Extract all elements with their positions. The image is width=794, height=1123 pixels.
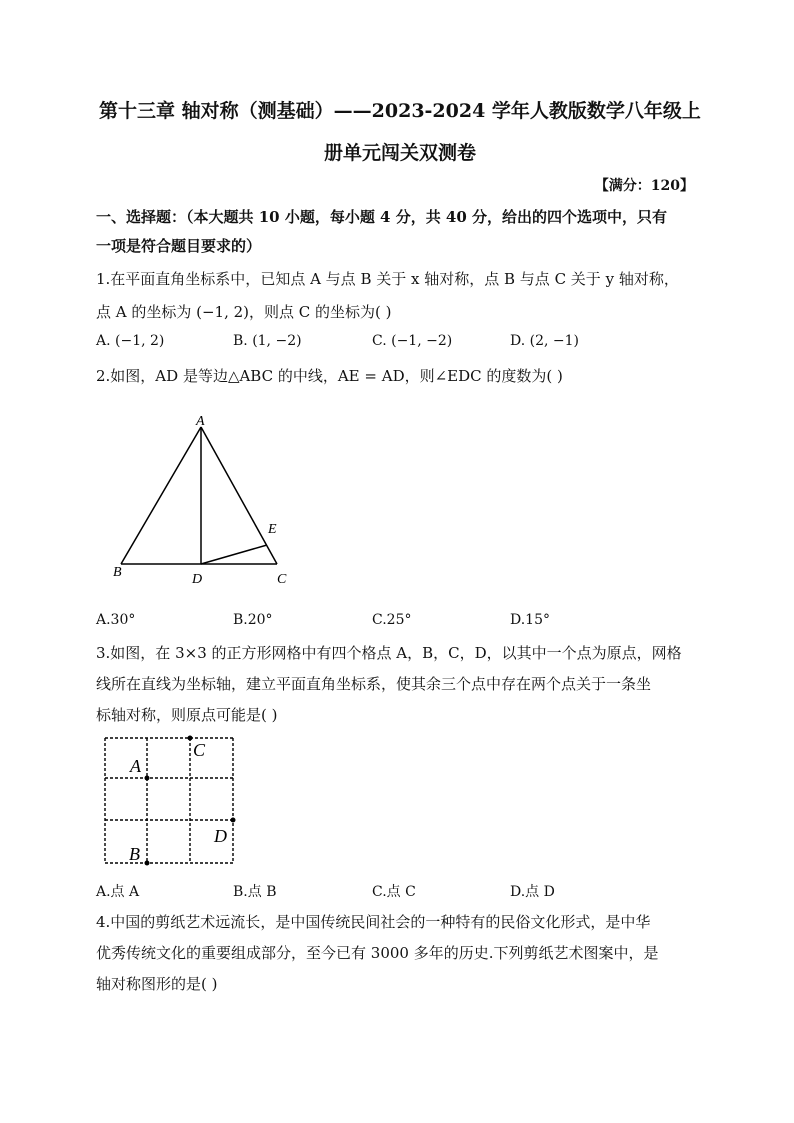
q3-stem-line-2: 线所在直线为坐标轴，建立平面直角坐标系，使其余三个点中存在两个点关于一条坐 bbox=[96, 675, 652, 693]
section-heading-line-1: 一、选择题：（本大题共 10 小题，每小题 4 分，共 40 分，给出的四个选项中，只有 bbox=[96, 208, 668, 226]
label-a: A bbox=[130, 756, 141, 776]
point-b bbox=[145, 861, 150, 866]
q1-option-a[interactable]: A. (−1, 2) bbox=[96, 333, 165, 349]
side-ab bbox=[121, 427, 201, 564]
side-ac bbox=[201, 427, 277, 564]
q3-option-a[interactable]: A.点 A bbox=[96, 884, 140, 900]
q3-grid-figure bbox=[100, 732, 240, 872]
q3-option-c[interactable]: C.点 C bbox=[372, 884, 416, 900]
q3-stem-line-1: 3.如图，在 3×3 的正方形网格中有四个格点 A，B，C，D，以其中一个点为原点，网格 bbox=[96, 644, 682, 662]
q1-option-b[interactable]: B. (1, −2) bbox=[233, 333, 302, 349]
page-title-line-1: 第十三章 轴对称（测基础）——2023-2024 学年人教版数学八年级上 bbox=[99, 100, 701, 122]
full-score: 【满分：120】 bbox=[594, 178, 694, 194]
label-e: E bbox=[268, 522, 277, 537]
label-d: D bbox=[192, 572, 203, 587]
q1-stem-line-2: 点 A 的坐标为 (−1, 2)，则点 C 的坐标为( ) bbox=[96, 303, 392, 321]
point-a bbox=[145, 776, 150, 781]
q1-stem-line-1: 1.在平面直角坐标系中，已知点 A 与点 B 关于 x 轴对称，点 B 与点 C 关于 y 轴对称， bbox=[96, 270, 679, 288]
label-b: B bbox=[129, 844, 140, 864]
label-c: C bbox=[277, 572, 287, 587]
q4-stem-line-3: 轴对称图形的是( ) bbox=[96, 975, 218, 993]
q4-stem-line-2: 优秀传统文化的重要组成部分，至今已有 3000 多年的历史.下列剪纸艺术图案中，是 bbox=[96, 944, 659, 962]
label-a: A bbox=[196, 414, 205, 429]
q3-stem-line-3: 标轴对称，则原点可能是( ) bbox=[96, 706, 278, 724]
label-d: D bbox=[214, 826, 227, 846]
q2-option-c[interactable]: C.25° bbox=[372, 612, 412, 628]
page-title-line-2: 册单元闯关双测卷 bbox=[323, 142, 476, 164]
section-heading-line-2: 一项是符合题目要求的） bbox=[96, 237, 262, 255]
q2-stem: 2.如图，AD 是等边△ABC 的中线，AE = AD，则∠EDC 的度数为( ) bbox=[96, 367, 563, 385]
segment-de bbox=[201, 545, 267, 564]
label-b: B bbox=[113, 565, 122, 580]
q4-stem-line-1: 4.中国的剪纸艺术远流长，是中国传统民间社会的一种特有的民俗文化形式，是中华 bbox=[96, 913, 651, 931]
q1-option-c[interactable]: C. (−1, −2) bbox=[372, 333, 453, 349]
q2-triangle-figure bbox=[100, 405, 320, 595]
q2-option-a[interactable]: A.30° bbox=[96, 612, 136, 628]
point-c bbox=[188, 736, 193, 741]
q3-option-d[interactable]: D.点 D bbox=[510, 884, 555, 900]
q2-option-d[interactable]: D.15° bbox=[510, 612, 550, 628]
q1-option-d[interactable]: D. (2, −1) bbox=[510, 333, 579, 349]
point-d bbox=[231, 818, 236, 823]
label-c: C bbox=[193, 740, 206, 760]
q3-option-b[interactable]: B.点 B bbox=[233, 884, 277, 900]
q2-option-b[interactable]: B.20° bbox=[233, 612, 273, 628]
